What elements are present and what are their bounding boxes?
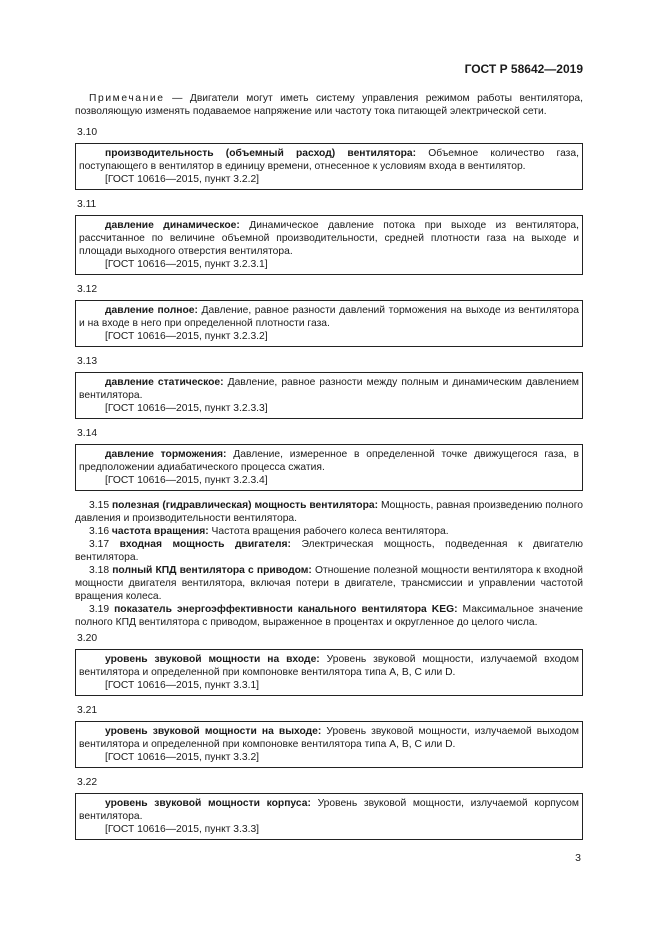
note-text: — Двигатели могут иметь систему управления режимом работы вентилятора, позволяющую изменять подаваемое напряжение или частоту тока питающей электрической сети. xyxy=(75,93,583,117)
clause-number: 3.19 xyxy=(89,604,110,615)
plain-definition xyxy=(75,603,583,629)
definition: Электрическая мощность, подведенная к двигателю вентилятора. xyxy=(75,539,583,563)
definition: Давление, равное разности между полным и динамическим давлением вентилятора. xyxy=(79,377,580,401)
source-reference: [ГОСТ 10616—2015, пункт 3.2.3.3] xyxy=(105,403,268,414)
term: давление торможения: xyxy=(105,449,227,460)
definition: Частота вращения рабочего колеса вентилятора. xyxy=(208,526,449,537)
term: давление динамическое: xyxy=(105,220,240,231)
term: частота вращения: xyxy=(111,526,209,537)
definition-box xyxy=(75,372,583,419)
plain-definition xyxy=(75,525,583,538)
definition-box xyxy=(75,300,583,347)
definition: Уровень звуковой мощности, излучаемой входом вентилятора и определенной при компоновке вентилятора типа A, B, C или D. xyxy=(79,654,579,678)
definition-box xyxy=(75,793,583,840)
page-number: 3 xyxy=(575,852,581,864)
standard-code-header: ГОСТ Р 58642—2019 xyxy=(464,62,583,76)
plain-definition xyxy=(75,499,583,525)
definition: Давление, измеренное в определенной точке движущегося газа, в предположении адиабатического процесса сжатия. xyxy=(79,449,580,473)
clause-number: 3.13 xyxy=(77,356,98,367)
plain-definition xyxy=(75,538,583,564)
source-reference: [ГОСТ 10616—2015, пункт 3.3.2] xyxy=(105,752,260,763)
definition-box xyxy=(75,721,583,768)
clause-number: 3.11 xyxy=(77,199,97,210)
term: давление полное: xyxy=(105,305,198,316)
clause-number: 3.14 xyxy=(77,428,98,439)
term: полезная (гидравлическая) мощность вентилятора: xyxy=(111,500,379,511)
source-reference: [ГОСТ 10616—2015, пункт 3.3.1] xyxy=(105,680,260,691)
definition: Мощность, равная произведению полного давления и производительности вентилятора. xyxy=(75,500,583,524)
plain-definition xyxy=(75,564,583,603)
note-label: Примечание xyxy=(89,93,165,104)
definition: Уровень звуковой мощности, излучаемой корпусом вентилятора. xyxy=(79,798,579,822)
term: уровень звуковой мощности на выходе: xyxy=(105,726,322,737)
term: производительность (объемный расход) вентилятора: xyxy=(105,148,417,159)
clause-number: 3.12 xyxy=(77,284,98,295)
source-reference: [ГОСТ 10616—2015, пункт 3.3.3] xyxy=(105,824,260,835)
term: давление статическое: xyxy=(105,377,224,388)
clause-number: 3.17 xyxy=(89,539,110,550)
term: уровень звуковой мощности корпуса: xyxy=(105,798,311,809)
definition: Объемное количество газа, поступающего в вентилятор в единицу времени, отнесенное к условиям входа в вентилятор. xyxy=(79,148,579,172)
term: уровень звуковой мощности на входе: xyxy=(105,654,320,665)
source-reference: [ГОСТ 10616—2015, пункт 3.2.3.1] xyxy=(105,259,268,270)
definition: Динамическое давление потока при выходе из вентилятора, рассчитанное по величине объемной производительности, средней плотности газа на выходе и площади выходного отверстия вентилятора. xyxy=(79,220,579,257)
clause-number: 3.22 xyxy=(77,777,98,788)
term: показатель энергоэффективности канального вентилятора KEG: xyxy=(114,604,458,615)
definition-box xyxy=(75,649,583,696)
source-reference: [ГОСТ 10616—2015, пункт 3.2.3.4] xyxy=(105,475,268,486)
source-reference: [ГОСТ 10616—2015, пункт 3.2.2] xyxy=(105,174,260,185)
definition: Максимальное значение полного КПД вентилятора с приводом, выраженное в процентах и округленное до целого числа. xyxy=(75,604,583,628)
clause-number: 3.15 xyxy=(89,500,110,511)
clause-number: 3.16 xyxy=(89,526,110,537)
source-reference: [ГОСТ 10616—2015, пункт 3.2.3.2] xyxy=(105,331,268,342)
definition: Отношение полезной мощности вентилятора к входной мощности двигателя вентилятора, включая потери в двигателе, трансмиссии и управлении частотой вращения колеса. xyxy=(75,565,583,602)
definition-box xyxy=(75,143,583,190)
definition-box xyxy=(75,444,583,491)
clause-number: 3.21 xyxy=(77,705,98,716)
clause-number: 3.20 xyxy=(77,633,98,644)
definition: Давление, равное разности давлений торможения на выходе из вентилятора и на входе в него при определенной плотности газа. xyxy=(79,305,580,329)
definition-box xyxy=(75,215,583,275)
term: полный КПД вентилятора с приводом: xyxy=(112,565,312,576)
page-content xyxy=(75,92,583,848)
note-paragraph xyxy=(75,92,583,118)
clause-number: 3.18 xyxy=(89,565,110,576)
clause-number: 3.10 xyxy=(77,127,98,138)
definition: Уровень звуковой мощности, излучаемой выходом вентилятора и определенной при компоновке вентилятора типа A, B, C или D. xyxy=(79,726,579,750)
term: входная мощность двигателя: xyxy=(119,539,291,550)
